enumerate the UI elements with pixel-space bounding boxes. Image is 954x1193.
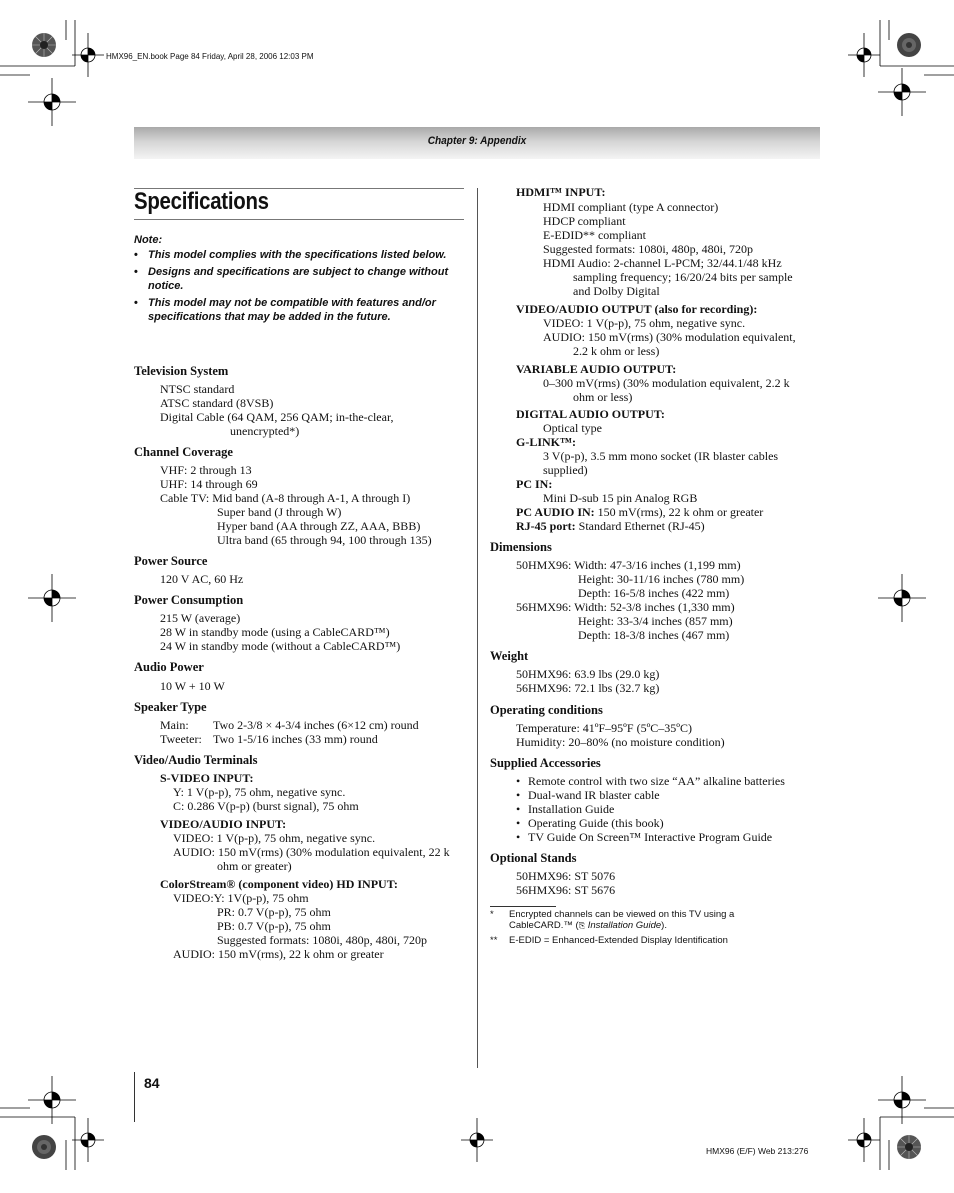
registration-target-icon [848, 1118, 880, 1162]
video-audio-input-heading: VIDEO/AUDIO INPUT: [160, 817, 287, 831]
weight-heading: Weight [490, 649, 529, 663]
chapter-header [134, 127, 820, 159]
rj45-line: RJ-45 port: Standard Ethernet (RJ-45) [516, 519, 705, 533]
hdmi-body: HDMI compliant (type A connector) HDCP compliant E-EDID** compliant Suggested formats: 1080i, 480p, 480i, 720p HDMI Audio: 2-channel L-PCM; 32/44.1/48 kHz sampling frequency; 16/20/24 bits per sample and Dolby Digital [543, 200, 793, 298]
pc-in-body: Mini D-sub 15 pin Analog RGB [543, 491, 698, 505]
power-consumption-heading: Power Consumption [134, 593, 244, 607]
pc-in-heading: PC IN: [516, 477, 553, 491]
terminals-heading: Video/Audio Terminals [134, 753, 258, 767]
note-item: • This model complies with the specifications listed below. [134, 249, 447, 261]
registration-target-icon [28, 574, 76, 622]
variable-audio-body: 0–300 mV(rms) (30% modulation equivalent, 2.2 k ohm or less) [543, 376, 790, 404]
dimensions-heading: Dimensions [490, 540, 552, 554]
registration-target-icon [72, 1118, 104, 1162]
chapter-title: Chapter 9: Appendix [427, 135, 527, 147]
channel-body: VHF: 2 through 13 UHF: 14 through 69 Cable TV: Mid band (A-8 through A-1, A through I) Super band (J through W) Hyper band (AA through ZZ, AAA, BBB) Ultra band (65 through 94, 100 through 135) [160, 463, 432, 547]
column-divider [477, 188, 478, 1068]
page-title: Specifications [134, 188, 269, 215]
title-rule-bottom [134, 219, 464, 220]
video-audio-output-heading: VIDEO/AUDIO OUTPUT (also for recording): [516, 302, 758, 316]
colorstream-heading: ColorStream® (component video) HD INPUT: [160, 877, 398, 891]
color-target-icon [31, 1134, 57, 1160]
speaker-body: Main: Two 2-3/8 × 4-3/4 inches (6×12 cm) round Tweeter: Two 1-5/16 inches (33 mm) round [160, 718, 419, 746]
weight-body: 50HMX96: 63.9 lbs (29.0 kg) 56HMX96: 72.1 lbs (32.7 kg) [516, 667, 660, 695]
registration-target-icon [28, 1076, 76, 1124]
tv-system-heading: Television System [134, 364, 229, 378]
footnote-rule [490, 906, 556, 907]
channel-heading: Channel Coverage [134, 445, 233, 459]
svideo-body: Y: 1 V(p-p), 75 ohm, negative sync. C: 0.286 V(p-p) (burst signal), 75 ohm [173, 785, 359, 813]
pc-audio-line: PC AUDIO IN: 150 mV(rms), 22 k ohm or greater [516, 505, 764, 519]
accessories-list [516, 774, 785, 844]
book-reference-icon: ⎘ [578, 921, 586, 930]
video-audio-output-body: VIDEO: 1 V(p-p), 75 ohm, negative sync. AUDIO: 150 mV(rms) (30% modulation equivalent, 2.2 k ohm or less) [543, 316, 796, 358]
list-item: • Installation Guide [516, 802, 615, 816]
list-item: • Dual-wand IR blaster cable [516, 788, 660, 802]
footnote-2: ** E-EDID = Enhanced-Extended Display Identification [490, 935, 728, 946]
file-header: HMX96_EN.book Page 84 Friday, April 28, 2006 12:03 PM [106, 52, 314, 61]
digital-audio-heading: DIGITAL AUDIO OUTPUT: [516, 407, 665, 421]
page-number: 84 [144, 1075, 160, 1091]
glink-body: 3 V(p-p), 3.5 mm mono socket (IR blaster cables supplied) [543, 449, 779, 477]
audio-power-body: 10 W + 10 W [160, 679, 225, 693]
note-item: • This model may not be compatible with features and/or specifications that may be added in the future. [134, 297, 436, 323]
stands-body: 50HMX96: ST 5076 56HMX96: ST 5676 [516, 869, 616, 897]
footer-id: HMX96 (E/F) Web 213:276 [706, 1146, 809, 1156]
power-source-body: 120 V AC, 60 Hz [160, 572, 244, 586]
colorstream-body: VIDEO:Y: 1V(p-p), 75 ohm PR: 0.7 V(p-p), 75 ohm PB: 0.7 V(p-p), 75 ohm Suggested formats: 1080i, 480p, 480i, 720p AUDIO: 150 mV(rms), 22 k ohm or greater [173, 891, 427, 961]
tv-system-body: NTSC standard ATSC standard (8VSB) Digital Cable (64 QAM, 256 QAM; in-the-clear, unencrypted*) [160, 382, 394, 438]
page-number-rule [134, 1072, 135, 1122]
footnote-1: * Encrypted channels can be viewed on this TV using a CableCARD.™ (⎘ Installation Guide). [490, 909, 735, 931]
stands-heading: Optional Stands [490, 851, 577, 865]
list-item: • Remote control with two size “AA” alkaline batteries [516, 774, 785, 788]
color-target-icon [31, 32, 57, 58]
note-item: • Designs and specifications are subject to change without notice. [134, 266, 449, 292]
registration-target-icon [848, 33, 880, 77]
glink-heading: G-LINK™: [516, 435, 576, 449]
speaker-heading: Speaker Type [134, 700, 207, 714]
registration-target-icon [28, 78, 76, 126]
color-target-icon [896, 1134, 922, 1160]
registration-target-icon [878, 574, 926, 622]
digital-audio-body: Optical type [543, 421, 602, 435]
variable-audio-heading: VARIABLE AUDIO OUTPUT: [516, 362, 677, 376]
registration-target-icon [461, 1118, 493, 1162]
list-item: • Operating Guide (this book) [516, 816, 664, 830]
audio-power-heading: Audio Power [134, 660, 204, 674]
registration-target-icon [878, 68, 926, 116]
power-consumption-body: 215 W (average) 28 W in standby mode (using a CableCARD™) 24 W in standby mode (without a CableCARD™) [160, 611, 401, 653]
note-block [134, 233, 469, 327]
operating-heading: Operating conditions [490, 703, 603, 717]
color-target-icon [896, 32, 922, 58]
hdmi-heading: HDMI™ INPUT: [516, 185, 606, 199]
operating-body: Temperature: 41ºF–95ºF (5ºC–35ºC) Humidity: 20–80% (no moisture condition) [516, 721, 725, 749]
registration-target-icon [878, 1076, 926, 1124]
accessories-heading: Supplied Accessories [490, 756, 601, 770]
list-item: • TV Guide On Screen™ Interactive Program Guide [516, 830, 773, 844]
video-audio-input-body: VIDEO: 1 V(p-p), 75 ohm, negative sync. AUDIO: 150 mV(rms) (30% modulation equivalent, 22 k ohm or greater) [173, 831, 450, 873]
svideo-heading: S-VIDEO INPUT: [160, 771, 254, 785]
registration-target-icon [72, 33, 104, 77]
power-source-heading: Power Source [134, 554, 208, 568]
note-label: Note: [134, 234, 163, 246]
dimensions-body: 50HMX96: Width: 47-3/16 inches (1,199 mm) Height: 30-11/16 inches (780 mm) Depth: 16-5/8 inches (422 mm) 56HMX96: Width: 52-3/8 inches (1,330 mm) Height: 33-3/4 inches (857 mm) Depth: 18-3/8 inches (467 mm) [516, 558, 745, 642]
